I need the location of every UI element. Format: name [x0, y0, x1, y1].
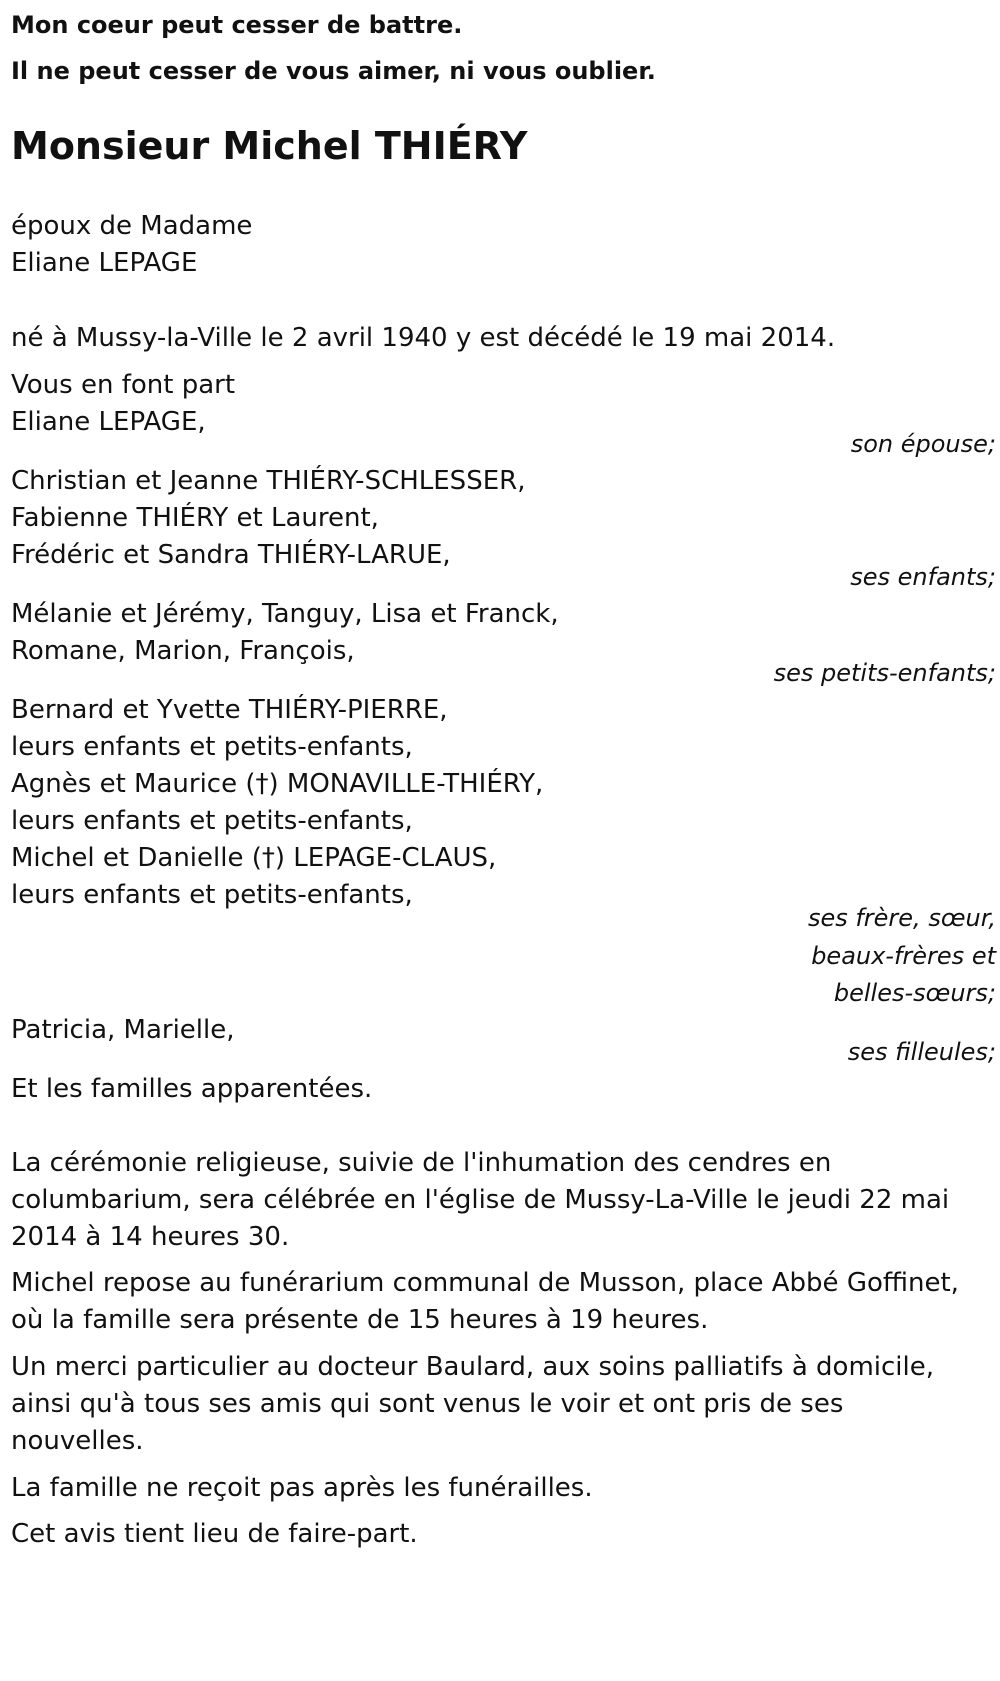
group-relation-label: belles-sœurs;	[833, 979, 996, 1007]
group-relation-label: ses frère, sœur,	[807, 904, 996, 932]
spouse-line-2: Eliane LEPAGE	[11, 248, 198, 278]
birth-death-line: né à Mussy-la-Ville le 2 avril 1940 y est décédé le 19 mai 2014.	[11, 323, 836, 353]
repose-line: où la famille sera présente de 15 heures à 19 heures.	[11, 1305, 709, 1335]
group-name-line: Romane, Marion, François,	[11, 636, 355, 666]
group-name-line: Eliane LEPAGE,	[11, 407, 206, 437]
group-relation-label: beaux-frères et	[811, 942, 996, 970]
group-relation-label: ses filleules;	[847, 1038, 996, 1066]
group-name-line: leurs enfants et petits-enfants,	[11, 880, 413, 910]
no-reception-line: La famille ne reçoit pas après les funérailles.	[11, 1473, 593, 1503]
group-name-line: Agnès et Maurice (†) MONAVILLE-THIÉRY,	[11, 769, 544, 799]
group-name-line: Michel et Danielle (†) LEPAGE-CLAUS,	[11, 843, 497, 873]
group-relation-label: son épouse;	[850, 430, 996, 458]
thanks-line: nouvelles.	[11, 1426, 144, 1456]
group-name-line: Mélanie et Jérémy, Tanguy, Lisa et Franck,	[11, 599, 559, 629]
group-name-line: leurs enfants et petits-enfants,	[11, 806, 413, 836]
group-relation-label: ses petits-enfants;	[773, 659, 996, 687]
ceremony-line: La cérémonie religieuse, suivie de l'inhumation des cendres en	[11, 1148, 832, 1178]
thanks-line: ainsi qu'à tous ses amis qui sont venus le voir et ont pris de ses	[11, 1389, 844, 1419]
thanks-line: Un merci particulier au docteur Baulard, aux soins palliatifs à domicile,	[11, 1352, 934, 1382]
families-line: Et les familles apparentées.	[11, 1074, 373, 1104]
deceased-name-title: Monsieur Michel THIÉRY	[11, 124, 528, 168]
group-name-line: Frédéric et Sandra THIÉRY-LARUE,	[11, 540, 451, 570]
group-name-line: Fabienne THIÉRY et Laurent,	[11, 503, 379, 533]
ceremony-line: 2014 à 14 heures 30.	[11, 1222, 290, 1252]
ceremony-line: columbarium, sera célébrée en l'église de Mussy-La-Ville le jeudi 22 mai	[11, 1185, 950, 1215]
group-name-line: Bernard et Yvette THIÉRY-PIERRE,	[11, 695, 448, 725]
epigraph-line-2: Il ne peut cesser de vous aimer, ni vous oublier.	[11, 57, 656, 85]
notice-line: Cet avis tient lieu de faire-part.	[11, 1519, 418, 1549]
group-name-line: Patricia, Marielle,	[11, 1015, 235, 1045]
spouse-line-1: époux de Madame	[11, 211, 253, 241]
group-name-line: leurs enfants et petits-enfants,	[11, 732, 413, 762]
epigraph-line-1: Mon coeur peut cesser de battre.	[11, 11, 463, 39]
group-relation-label: ses enfants;	[850, 563, 996, 591]
repose-line: Michel repose au funérarium communal de Musson, place Abbé Goffinet,	[11, 1268, 959, 1298]
group-name-line: Christian et Jeanne THIÉRY-SCHLESSER,	[11, 466, 526, 496]
announce-intro: Vous en font part	[11, 370, 236, 400]
